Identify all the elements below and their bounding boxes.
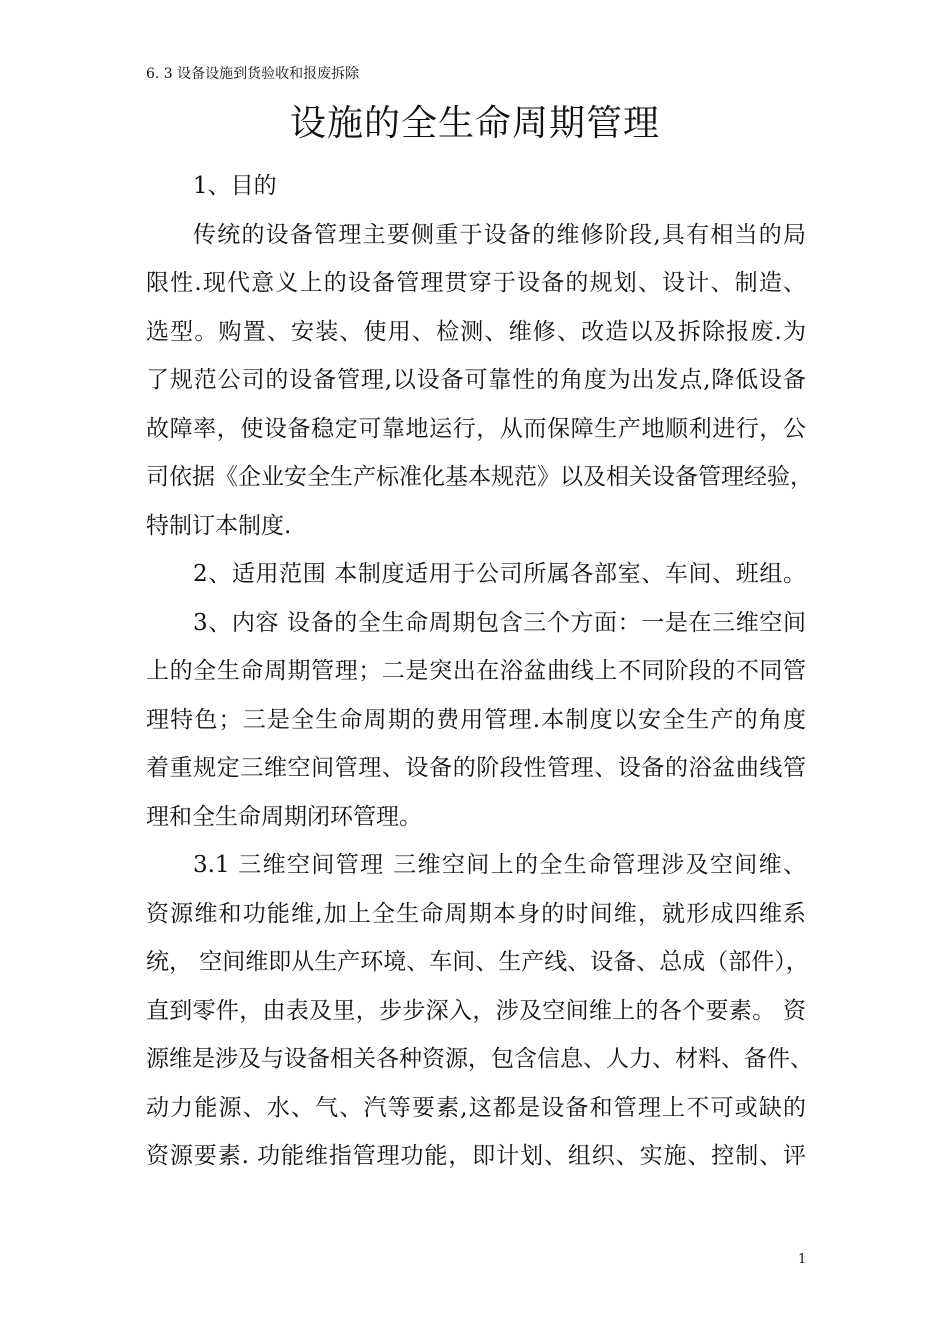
text-line: 了规范公司的设备管理,以设备可靠性的角度为出发点,降低设备 (146, 367, 806, 393)
text-line: 源维是涉及与设备相关各种资源，包含信息、人力、材料、备件、 (146, 1046, 813, 1072)
body-text (146, 162, 813, 1181)
text-line: 传统的设备管理主要侧重于设备的维修阶段,具有相当的局 (193, 221, 806, 248)
text-line: 资源要素. 功能维指管理功能，即计划、组织、实施、控制、评 (146, 1143, 806, 1169)
document-title: 设施的全生命周期管理 (289, 103, 660, 144)
running-header: 6. 3 设备设施到货验收和报废拆除 (146, 66, 360, 82)
text-line: 理特色；三是全生命周期的费用管理.本制度以安全生产的角度 (146, 706, 806, 733)
page-number: 1 (798, 1252, 807, 1267)
text-line: 3、内容 设备的全生命周期包含三个方面：一是在三维空间 (193, 609, 806, 636)
text-line: 1、目的 (193, 173, 277, 199)
text-line: 特制订本制度. (146, 512, 292, 539)
text-line: 故障率，使设备稳定可靠地运行，从而保障生产地顺利进行，公 (146, 415, 806, 442)
text-line: 着重规定三维空间管理、设备的阶段性管理、设备的浴盆曲线管 (146, 755, 806, 781)
text-line: 限性.现代意义上的设备管理贯穿于设备的规划、设计、制造、 (146, 270, 806, 296)
text-line: 理和全生命周期闭环管理。 (146, 803, 422, 830)
text-line: 资源维和功能维,加上全生命周期本身的时间维，就形成四维系 (146, 900, 806, 927)
text-line: 直到零件，由表及里，步步深入，涉及空间维上的各个要素。 资 (146, 997, 806, 1024)
text-line: 选型。购置、安装、使用、检测、维修、改造以及拆除报废.为 (146, 318, 806, 345)
text-line: 2、适用范围 本制度适用于公司所属各部室、车间、班组。 (193, 561, 806, 587)
text-line: 司依据《企业安全生产标准化基本规范》以及相关设备管理经验， (146, 464, 813, 490)
text-line: 上的全生命周期管理；二是突出在浴盆曲线上不同阶段的不同管 (146, 658, 806, 684)
text-line: 3.1 三维空间管理 三维空间上的全生命管理涉及空间维、 (193, 852, 806, 878)
text-line: 统， 空间维即从生产环境、车间、生产线、设备、总成（部件）， (146, 949, 809, 975)
text-line: 动力能源、水、气、汽等要素,这都是设备和管理上不可或缺的 (146, 1094, 806, 1121)
